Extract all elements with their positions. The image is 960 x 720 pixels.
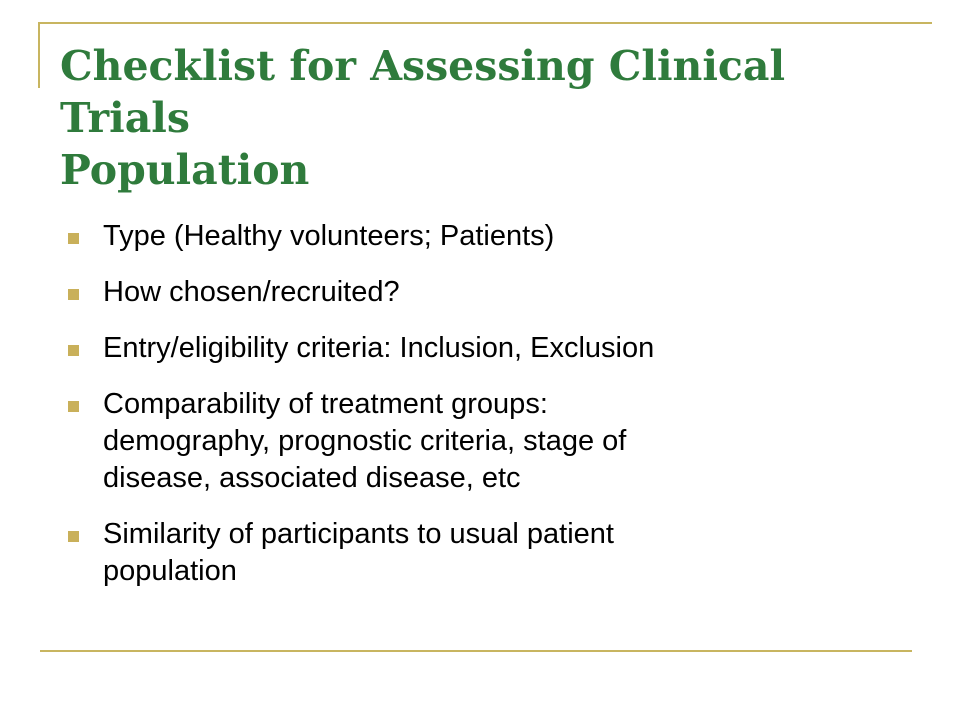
bullet-item-recruitment bbox=[66, 274, 926, 311]
bullet-item-eligibility bbox=[66, 330, 926, 367]
slide-title-line-2: Population bbox=[60, 146, 310, 194]
top-rule bbox=[40, 22, 932, 24]
square-bullet-icon bbox=[68, 345, 79, 356]
bullet-text-line: Type (Healthy volunteers; Patients) bbox=[103, 220, 555, 252]
bullet-text-line: population bbox=[103, 555, 237, 587]
square-bullet-icon bbox=[68, 233, 79, 244]
bullet-item-type bbox=[66, 218, 926, 255]
square-bullet-icon bbox=[68, 401, 79, 412]
bullet-text-line: demography, prognostic criteria, stage of bbox=[103, 425, 627, 457]
bullet-text-line: disease, associated disease, etc bbox=[103, 462, 521, 494]
slide-title-line-1: Checklist for Assessing Clinical Trials bbox=[60, 42, 786, 142]
bottom-rule bbox=[40, 650, 912, 652]
bullet-list bbox=[66, 218, 926, 609]
slide-title bbox=[60, 40, 920, 196]
square-bullet-icon bbox=[68, 531, 79, 542]
bullet-text-line: How chosen/recruited? bbox=[103, 276, 400, 308]
square-bullet-icon bbox=[68, 289, 79, 300]
bullet-item-comparability bbox=[66, 386, 926, 497]
left-rule bbox=[38, 22, 40, 88]
bullet-text-line: Entry/eligibility criteria: Inclusion, Exclusion bbox=[103, 332, 655, 364]
bullet-text-line: Similarity of participants to usual patient bbox=[103, 518, 614, 550]
bullet-item-similarity bbox=[66, 516, 926, 590]
bullet-text-line: Comparability of treatment groups: bbox=[103, 388, 548, 420]
